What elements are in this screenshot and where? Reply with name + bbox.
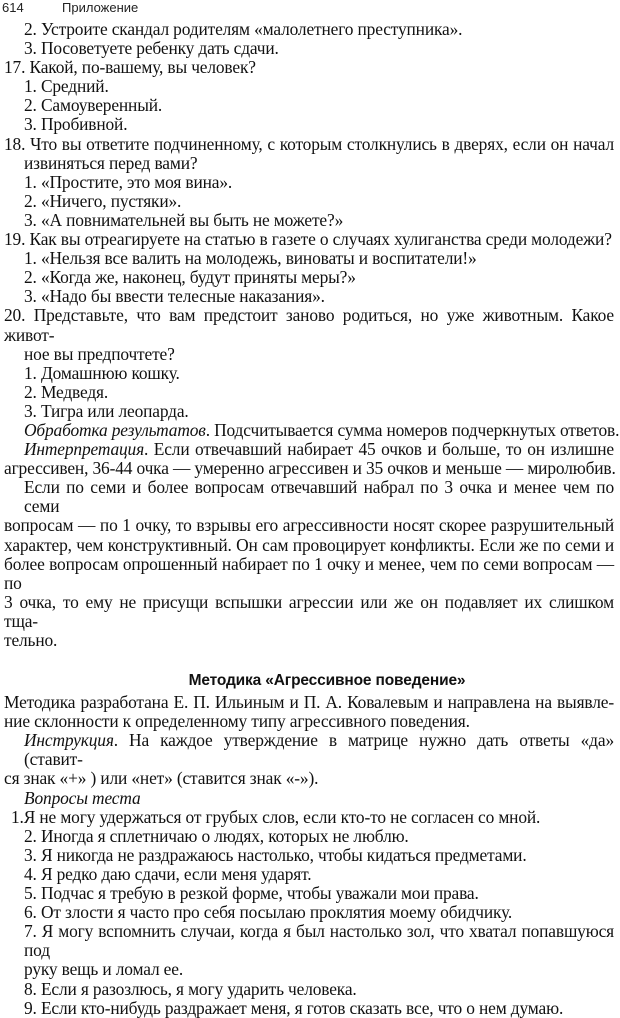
section-spacer	[0, 650, 614, 672]
answer-line: 1. Средний.	[24, 76, 109, 97]
question-line: 20. Представьте, что вам предстоит заново родиться, но уже животным. Какое живот-	[4, 305, 614, 345]
answer-line: 3. «Надо бы ввести телесные наказания».	[24, 286, 325, 307]
interpretation-label: Интерпретация	[24, 439, 145, 460]
interpretation-text: . Если отвечавший набирает 45 очков и больше, то он излишне	[144, 439, 614, 460]
test-question: 5. Подчас я требую в резкой форме, чтобы уважали мои права.	[24, 883, 479, 904]
method-description-line: ние склонности к определенному типу агрессивного поведения.	[4, 711, 470, 732]
answer-line: 3. Посоветуете ребенку дать сдачи.	[24, 38, 279, 59]
test-question: 4. Я редко даю сдачи, если меня ударят.	[24, 863, 312, 884]
processing-text: . Подсчитывается сумма номеров подчеркнутых ответов.	[205, 419, 620, 440]
answer-line: 3. «А повнимательней вы быть не можете?»	[24, 209, 344, 230]
answer-line: 2. Самоуверенный.	[24, 95, 163, 116]
answer-line: 1. «Простите, это моя вина».	[24, 171, 233, 192]
test-question: 1.Я не могу удержаться от грубых слов, если кто-то не согласен со мной.	[11, 806, 541, 827]
answer-line: 3. Тигра или леопарда.	[24, 400, 189, 421]
method-description-line: Методика разработана Е. П. Ильиным и П. А. Ковалевым и направлена на выявле-	[4, 692, 614, 713]
question-line: 19. Как вы отреагируете на статью в газете о случаях хулиганства среди молодежи?	[4, 229, 612, 250]
test-question: 7. Я могу вспомнить случаи, когда я был настолько зол, что хватал попавшуюся под	[24, 921, 614, 961]
question-line-continued: извиняться перед вами?	[24, 152, 198, 173]
answer-line: 2. «Когда же, наконец, будут приняты меры?»	[24, 267, 356, 288]
test-question: 3. Я никогда не раздражаюсь настолько, чтобы кидаться предметами.	[24, 844, 527, 865]
instruction-label: Инструкция	[24, 730, 114, 751]
answer-line: 3. Пробивной.	[24, 114, 128, 135]
question-line: 18. Что вы ответите подчиненному, с которым столкнулись в дверях, если он начал	[4, 133, 614, 154]
instruction-line: ся знак «+» ) или «нет» (ставится знак «-»).	[4, 768, 319, 789]
answer-line: 2. Медведя.	[24, 381, 109, 402]
processing-paragraph	[0, 419, 620, 440]
page-body	[0, 19, 620, 1018]
test-question: 6. От злости я часто про себя посылаю проклятия моему обидчику.	[24, 902, 513, 923]
answer-line: 2. Устроите скандал родителям «малолетнего преступника».	[24, 19, 463, 39]
paragraph-line: более вопросам опрошенный набирает по 1 очку и менее, чем по семи вопросам — по	[4, 553, 614, 593]
question-line-continued: ное вы предпочтете?	[24, 343, 175, 364]
paragraph-line: тельно.	[4, 630, 58, 650]
test-question: 9. Если кто-нибудь раздражает меня, я готов сказать все, что о нем думаю.	[24, 997, 564, 1018]
paragraph-line: характер, чем конструктивный. Он сам провоцирует конфликты. Если же по семи и	[4, 534, 614, 555]
paragraph-line: Если по семи и более вопросам отвечавший набрал по 3 очка и менее чем по семи	[24, 477, 614, 517]
page-number: 614	[2, 0, 24, 15]
test-question-continued: руку вещь и ломал ее.	[24, 959, 184, 980]
paragraph-line: 3 очка, то ему не присущи вспышки агрессии или же он подавляет их слишком тща-	[4, 591, 614, 631]
answer-line: 1. Домашнюю кошку.	[24, 362, 180, 383]
test-question: 8. Если я разозлюсь, я могу ударить человека.	[24, 978, 357, 999]
section-title: Приложение	[62, 0, 139, 15]
questions-heading: Вопросы теста	[24, 787, 141, 808]
paragraph-line: вопросам — по 1 очку, то взрывы его агрессивности носят скорее разрушительный	[4, 515, 614, 536]
answer-line: 2. «Ничего, пустяки».	[24, 190, 182, 211]
question-line: 17. Какой, по-вашему, вы человек?	[4, 57, 256, 78]
running-header	[0, 0, 620, 18]
processing-label: Обработка результатов	[24, 419, 206, 440]
answer-line: 1. «Нельзя все валить на молодежь, виноваты и воспитатели!»	[24, 248, 477, 269]
paragraph-line: агрессивен, 36-44 очка — умеренно агрессивен и 35 очков и меньше — миролюбив.	[4, 458, 616, 479]
interpretation-paragraph	[0, 440, 614, 459]
instruction-paragraph	[0, 731, 614, 769]
test-question: 2. Иногда я сплетничаю о людях, которых не люблю.	[24, 825, 409, 846]
instruction-text: . На каждое утверждение в матрице нужно дать ответы «да» (ставит-	[24, 730, 614, 770]
method-heading: Методика «Агрессивное поведение»	[188, 672, 466, 690]
